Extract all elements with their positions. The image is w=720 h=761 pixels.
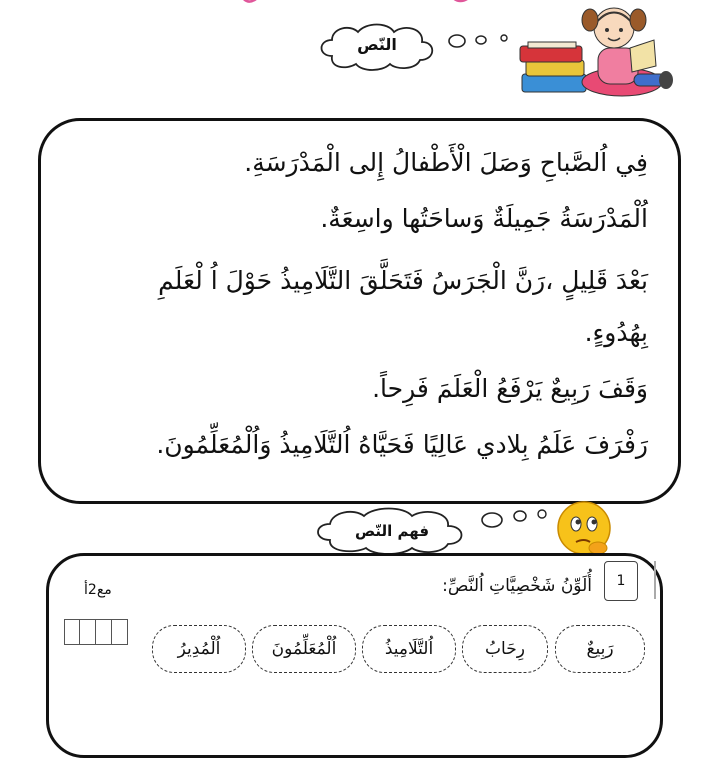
question-text: أُلَوِّنُ شَخْصِيَّاتِ اُلنَّصِّ: [442,576,592,596]
choice-teachers[interactable] [252,625,356,673]
question-number-tab [640,561,656,599]
choice-students[interactable] [362,625,456,673]
choice-rihab[interactable] [462,625,548,673]
choice-label: رَبِيعٌ [586,639,614,659]
comprehension-title-cloud [312,506,472,556]
top-decoration [232,0,482,8]
comprehension-bubbles [476,506,556,530]
score-cell[interactable] [64,619,80,645]
choice-label: اُلتَّلَامِيذُ [384,639,434,659]
title-cloud [316,20,438,72]
girl-reading-illustration [514,0,674,104]
passage-line-6: رَفْرَفَ عَلَمُ بِلادي عَالِيًا فَحَيَّاهُ اُلتَّلَامِيذُ وَاُلْمُعَلِّمُونَ. [156,430,648,459]
thought-bubbles [444,30,514,50]
score-grid [64,619,128,645]
score-cell[interactable] [96,619,112,645]
score-cell[interactable] [112,619,128,645]
passage-line-4: بِهُدُوءٍ. [584,318,648,347]
section-title-text: النّص [357,35,397,54]
choice-director[interactable] [152,625,246,673]
passage-line-1: فِي اُلصَّباحِ وَصَلَ الْأَطْفالُ إِلى الْمَدْرَسَةِ. [244,148,648,177]
choice-label: اُلْمُدِيرُ [177,639,221,659]
passage-line-5: وَقَفَ رَبِيعٌ يَرْفَعُ الْعَلَمَ فَرِحاً. [372,374,648,403]
score-label: مع2أ [84,582,112,598]
passage-line-3: بَعْدَ قَلِيلٍ ،رَنَّ الْجَرَسُ فَتَحَلَّقَ التَّلَامِيذُ حَوْلَ اُ لْعَلَمِ [158,266,648,295]
score-cell[interactable] [80,619,96,645]
thinking-face-icon [550,500,620,560]
question-number: 1 [604,561,638,601]
choice-label: اُلْمُعَلِّمُونَ [271,639,337,659]
passage-line-2: اُلْمَدْرَسَةُ جَمِيلَةٌ وَساحَتُها واسِعَةٌ. [320,204,648,233]
choice-label: رِحَابُ [485,639,525,659]
comprehension-title-text: فهم النّص [354,522,430,540]
choice-rabie[interactable] [555,625,645,673]
